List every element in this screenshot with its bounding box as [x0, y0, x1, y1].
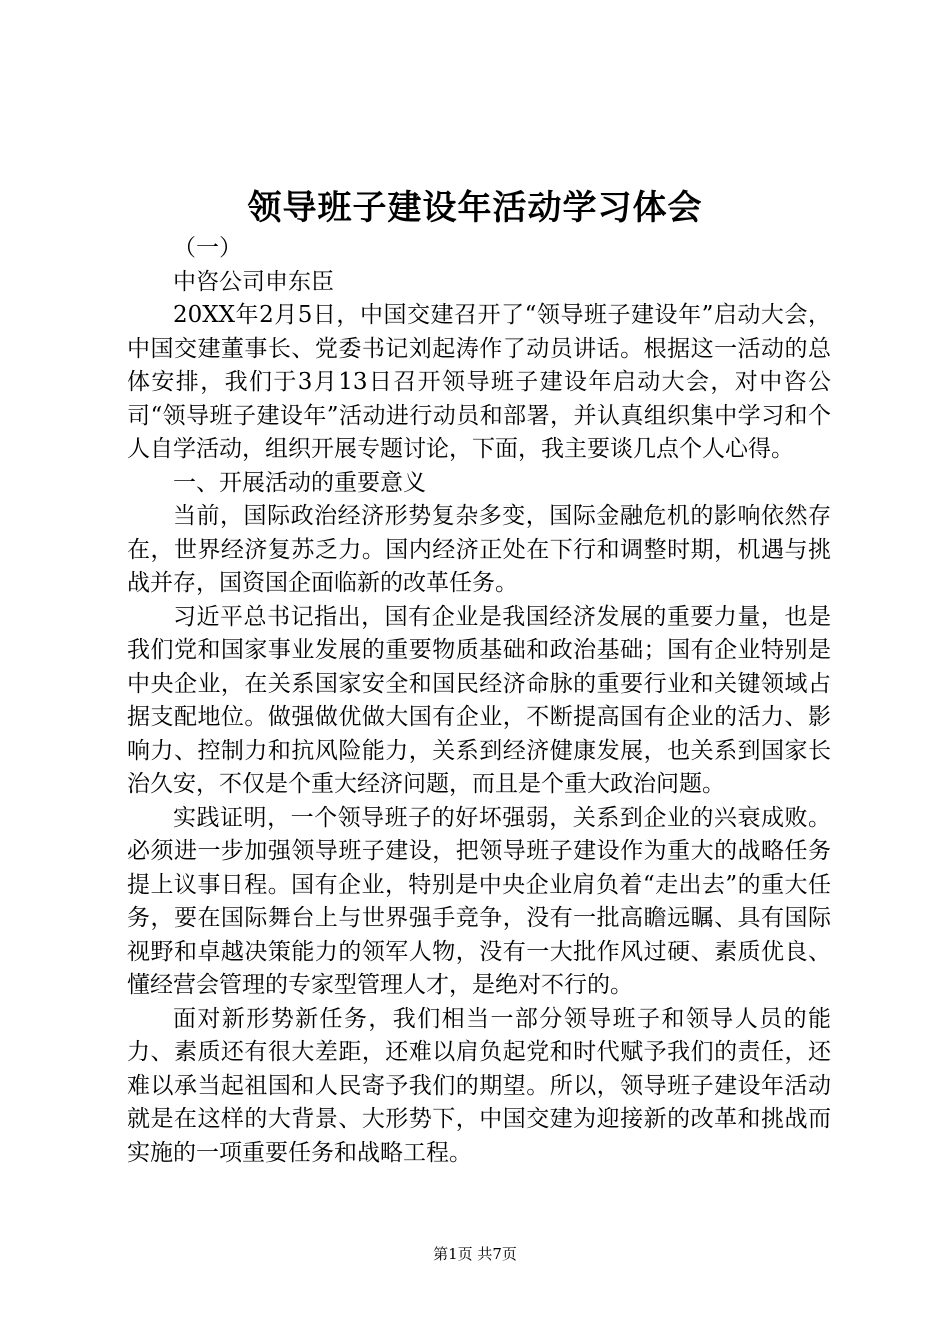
document-title: 领导班子建设年活动学习体会 — [247, 188, 703, 228]
section-heading: 一、开展活动的重要意义 — [173, 469, 426, 496]
author-line: 中咨公司申东臣 — [173, 268, 334, 295]
body-paragraph: 20XX年2月5日，中国交建召开了“领导班子建设年”启动大会，中国交建董事长、党委书记刘起涛作了动员讲话。根据这一活动的总体安排，我们于3月13日召开领导班子建设年启动大会，对中咨公司“领导班子建设年”活动进行动员和部署，并认真组织集中学习和个人自学活动，组织开展专题讨论，下面，我主要谈几点个人心得。 — [127, 302, 831, 462]
body-paragraph: 当前，国际政治经济形势复杂多变，国际金融危机的影响依然存在，世界经济复苏乏力。国内经济正处在下行和调整时期，机遇与挑战并存，国资国企面临新的改革任务。 — [127, 503, 831, 596]
document-body — [127, 232, 831, 1170]
body-paragraph: 实践证明，一个领导班子的好坏强弱，关系到企业的兴衰成败。必须进一步加强领导班子建设，把领导班子建设作为重大的战略任务提上议事日程。国有企业，特别是中央企业肩负着“走出去”的重大任务，要在国际舞台上与世界强手竞争，没有一批高瞻远瞩、具有国际视野和卓越决策能力的领军人物，没有一大批作风过硬、素质优良、懂经营会管理的专家型管理人才，是绝对不行的。 — [127, 804, 831, 998]
page-footer: 第1页 共7页 — [433, 1245, 517, 1263]
body-paragraph: 习近平总书记指出，国有企业是我国经济发展的重要力量，也是我们党和国家事业发展的重要物质基础和政治基础；国有企业特别是中央企业，在关系国家安全和国民经济命脉的重要行业和关键领域占据支配地位。做强做优做大国有企业，不断提高国有企业的活力、影响力、控制力和抗风险能力，关系到经济健康发展，也关系到国家长治久安，不仅是个重大经济问题，而且是个重大政治问题。 — [127, 603, 831, 797]
section-number: （一） — [173, 235, 242, 261]
body-paragraph: 面对新形势新任务，我们相当一部分领导班子和领导人员的能力、素质还有很大差距，还难以肩负起党和时代赋予我们的责任，还难以承当起祖国和人民寄予我们的期望。所以，领导班子建设年活动就是在这样的大背景、大形势下，中国交建为迎接新的改革和挑战而实施的一项重要任务和战略工程。 — [127, 1005, 831, 1166]
